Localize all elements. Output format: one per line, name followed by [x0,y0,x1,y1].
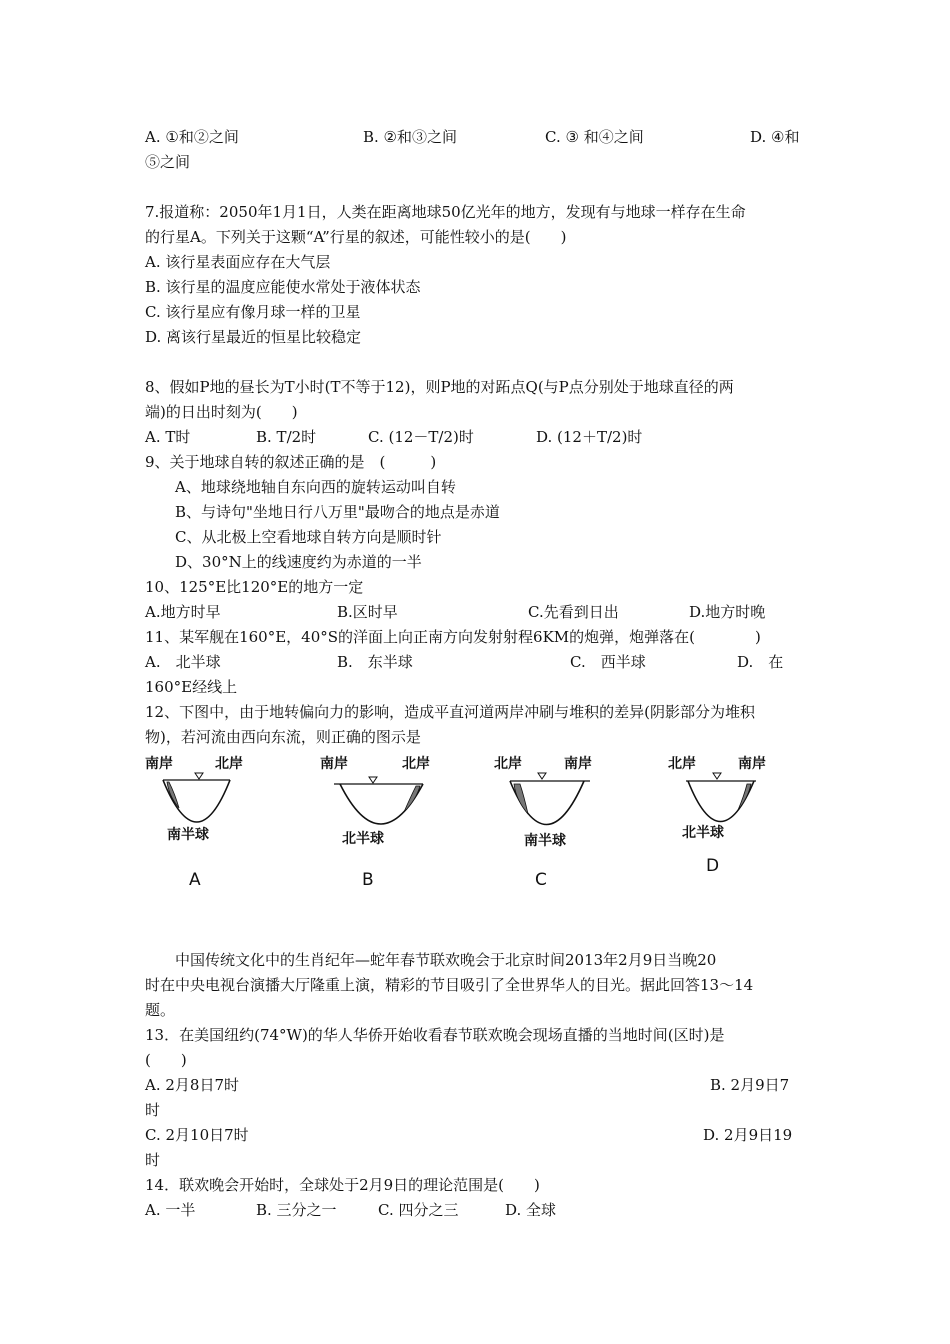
hemisphere-label: 南半球 [167,827,209,843]
q10-option-c: C.先看到日出 [528,603,619,621]
q10-stem: 10、125°E比120°E的地方一定 [145,578,364,596]
q12-stem-line2: 物)，若河流由西向东流，则正确的图示是 [145,728,421,746]
q13-option-a: A. 2月8日7时 [145,1076,239,1094]
left-bank-label: 南岸 [145,756,173,772]
q13-stem-line1: 13．在美国纽约(74°W)的华人华侨开始收看春节联欢晚会现场直播的当地时间(区时)是 [145,1026,725,1044]
q11-option-a: A. 北半球 [145,653,221,671]
hemisphere-label: 北半球 [682,825,724,841]
q11-option-c: C. 西半球 [570,653,646,671]
right-bank-label: 北岸 [402,756,430,772]
q13-stem-line2: ( ) [145,1051,187,1069]
q13-option-c: C. 2月10日7时 [145,1126,249,1144]
river-diagram-d [668,750,778,890]
river-diagram-a [145,750,255,890]
diagram-letter: C [535,870,547,890]
q14-option-b: B. 三分之一 [256,1201,337,1219]
q11-option-d-continued: 160°E经线上 [145,678,238,696]
q6-option-d: D. ④和 [750,128,800,146]
diagram-letter: A [189,870,201,890]
q10-option-d: D.地方时晚 [689,603,766,621]
hemisphere-label: 南半球 [524,833,566,849]
q12-stem-line1: 12、下图中，由于地转偏向力的影响，造成平直河道两岸冲刷与堆积的差异(阴影部分为堆积 [145,703,755,721]
right-bank-label: 北岸 [215,756,243,772]
left-bank-label: 南岸 [320,756,348,772]
q14-option-d: D. 全球 [505,1201,557,1219]
passage-line2: 时在中央电视台演播大厅隆重上演，精彩的节目吸引了全世界华人的目光。据此回答13～14 [145,976,754,994]
q10-option-b: B.区时早 [337,603,398,621]
q8-stem-line1: 8、假如P地的昼长为T小时(T不等于12)，则P地的对跖点Q(与P点分别处于地球直径的两 [145,378,734,396]
q9-option-d: D、30°N上的线速度约为赤道的一半 [175,553,422,571]
left-bank-label: 北岸 [494,756,522,772]
q7-option-d: D. 离该行星最近的恒星比较稳定 [145,328,362,346]
q7-option-b: B. 该行星的温度应能使水常处于液体状态 [145,278,421,296]
q6-option-a: A. ①和②之间 [145,128,239,146]
q9-option-b: B、与诗句"坐地日行八万里"最吻合的地点是赤道 [175,503,500,521]
passage-line3: 题。 [145,1001,176,1019]
right-bank-label: 南岸 [738,756,766,772]
right-bank-label: 南岸 [564,756,592,772]
passage-line1: 中国传统文化中的生肖纪年—蛇年春节联欢晚会于北京时间2013年2月9日当晚20 [175,951,717,969]
q6-option-d-continued: ⑤之间 [145,153,191,171]
q11-option-b: B. 东半球 [337,653,413,671]
q10-option-a: A.地方时早 [145,603,221,621]
q8-option-d: D. (12＋T/2)时 [536,428,643,446]
q8-option-c: C. (12－T/2)时 [368,428,474,446]
q8-option-a: A. T时 [145,428,191,446]
q7-option-a: A. 该行星表面应存在大气层 [145,253,331,271]
q14-option-c: C. 四分之三 [378,1201,459,1219]
river-diagram-c [494,750,604,890]
diagram-letter: B [362,870,374,890]
q14-stem: 14．联欢晚会开始时，全球处于2月9日的理论范围是( ) [145,1176,540,1194]
q7-option-c: C. 该行星应有像月球一样的卫星 [145,303,361,321]
q14-option-a: A. 一半 [145,1201,196,1219]
q11-stem: 11、某军舰在160°E，40°S的洋面上向正南方向发射射程6KM的炮弹，炮弹落在( ) [145,628,761,646]
diagram-letter: D [706,856,720,876]
q13-option-d: D. 2月9日19 [703,1126,793,1144]
q13-option-b: B. 2月9日7 [710,1076,790,1094]
q6-option-b: B. ②和③之间 [363,128,458,146]
q7-stem-line1: 7.报道称：2050年1月1日，人类在距离地球50亿光年的地方，发现有与地球一样存在生命 [145,203,746,221]
q9-option-a: A、地球绕地轴自东向西的旋转运动叫自转 [175,478,456,496]
q9-stem: 9、关于地球自转的叙述正确的是 ( ) [145,453,437,471]
river-diagram-b [320,750,440,890]
left-bank-label: 北岸 [668,756,696,772]
q8-stem-line2: 端)的日出时刻为( ) [145,403,298,421]
q11-option-d: D. 在 [737,653,784,671]
q6-option-c: C. ③ 和④之间 [545,128,644,146]
hemisphere-label: 北半球 [342,831,384,847]
q9-option-c: C、从北极上空看地球自转方向是顺时针 [175,528,442,546]
q13-option-b-continued: 时 [145,1101,161,1119]
q8-option-b: B. T/2时 [256,428,317,446]
q7-stem-line2: 的行星A。下列关于这颗“A”行星的叙述，可能性较小的是( ) [145,228,567,246]
q13-option-d-continued: 时 [145,1151,161,1169]
